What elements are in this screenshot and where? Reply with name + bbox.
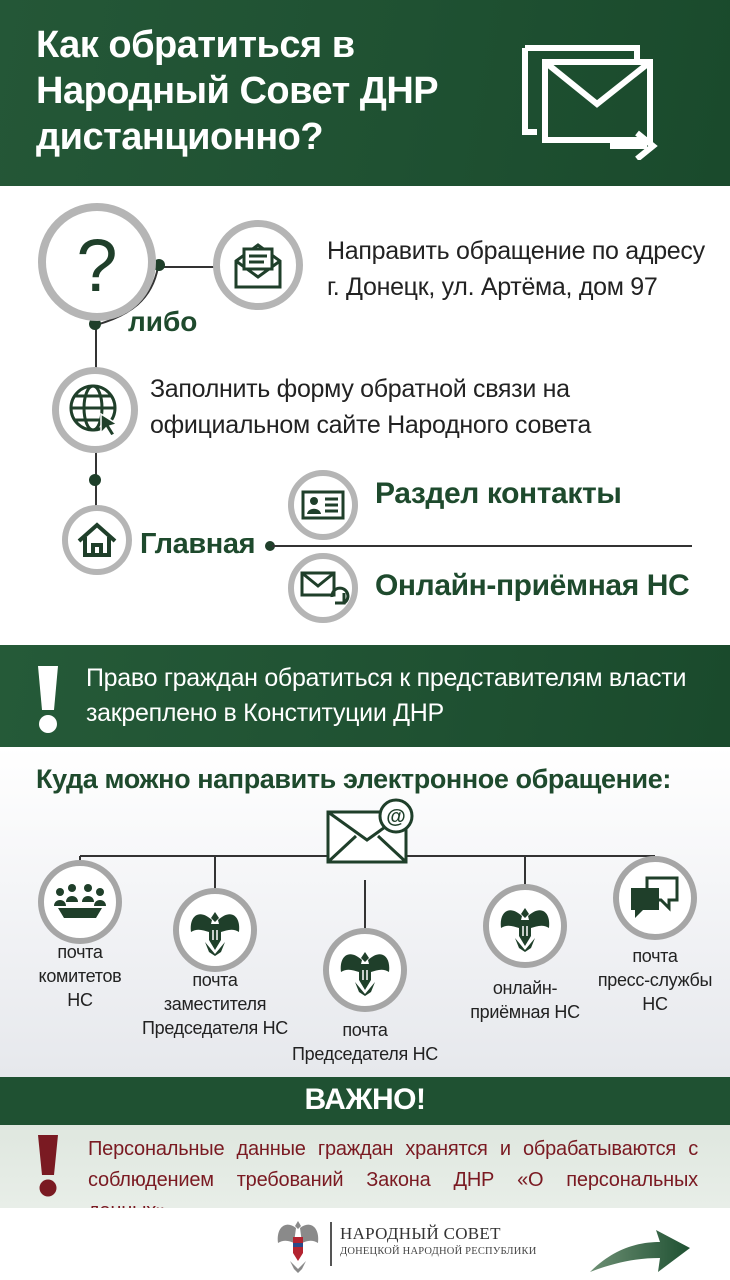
globe-circle bbox=[52, 367, 138, 453]
connector-dot bbox=[89, 474, 101, 486]
email-section-title: Куда можно направить электронное обращение: bbox=[36, 764, 671, 794]
email-envelope-icon bbox=[322, 798, 418, 870]
online-reception-label: Онлайн-приёмная НС bbox=[375, 569, 690, 602]
coat-of-arms-logo bbox=[268, 1215, 328, 1275]
deputy-chairman-mail-label: почта заместителя Председателя НС bbox=[141, 970, 288, 1038]
chat-bubbles-icon bbox=[619, 862, 691, 934]
footer-divider bbox=[330, 1222, 332, 1266]
or-label: либо bbox=[128, 306, 198, 337]
organization-subtitle: ДОНЕЦКОЙ НАРОДНОЙ РЕСПУБЛИКИ bbox=[340, 1246, 537, 1257]
eagle-emblem-icon bbox=[489, 890, 561, 962]
svg-text:@: @ bbox=[386, 806, 406, 828]
mail-circle bbox=[213, 220, 303, 310]
chairman-mail-label: почта Председателя НС bbox=[291, 1020, 438, 1064]
meeting-icon bbox=[44, 866, 116, 938]
home-label: Главная bbox=[140, 528, 256, 560]
important-title: ВАЖНО! bbox=[304, 1083, 426, 1116]
question-icon bbox=[46, 211, 148, 313]
chairman-circle bbox=[323, 928, 407, 1012]
press-service-circle bbox=[613, 856, 697, 940]
committees-mail-label: почта комитетов НС bbox=[38, 942, 122, 1010]
send-mail-icon bbox=[515, 40, 665, 160]
online-reception-email-circle bbox=[483, 884, 567, 968]
contacts-section-label: Раздел контакты bbox=[375, 477, 622, 510]
eagle-emblem-icon bbox=[329, 934, 401, 1006]
exclamation-icon bbox=[30, 662, 66, 734]
press-service-mail-label: почта пресс-службы НС bbox=[597, 946, 713, 1014]
question-circle bbox=[38, 203, 156, 321]
mail-sync-icon bbox=[294, 559, 352, 617]
online-reception-circle bbox=[288, 553, 358, 623]
globe-cursor-icon bbox=[59, 374, 131, 446]
organization-name: НАРОДНЫЙ СОВЕТ bbox=[340, 1224, 501, 1243]
eagle-emblem-icon bbox=[179, 894, 251, 966]
page-title: Как обратиться в Народный Совет ДНР дистанционно? bbox=[36, 24, 439, 158]
home-icon bbox=[68, 511, 126, 569]
online-reception-mail-label: онлайн- приёмная НС bbox=[470, 978, 580, 1022]
mail-address-text: Направить обращение по адресу г. Донецк, ул. Артёма, дом 97 bbox=[327, 237, 705, 301]
contacts-circle bbox=[288, 470, 358, 540]
contact-card-icon bbox=[294, 476, 352, 534]
constitution-text: Право граждан обратиться к представителям власти закреплено в Конституции ДНР bbox=[86, 664, 687, 727]
svg-text:?: ? bbox=[76, 224, 118, 307]
letter-icon bbox=[220, 227, 296, 303]
red-exclamation-icon bbox=[32, 1133, 64, 1199]
next-arrow-icon[interactable] bbox=[586, 1216, 696, 1276]
home-circle bbox=[62, 505, 132, 575]
personal-data-notice: Персональные данные граждан хранятся и обрабатываются с соблюдением требований Закона ДНР «О персональных bbox=[88, 1138, 698, 1191]
feedback-form-text: Заполнить форму обратной связи на официальном сайте Народного совета bbox=[150, 375, 592, 439]
divider-line bbox=[272, 545, 692, 547]
committees-circle bbox=[38, 860, 122, 944]
deputy-chairman-circle bbox=[173, 888, 257, 972]
